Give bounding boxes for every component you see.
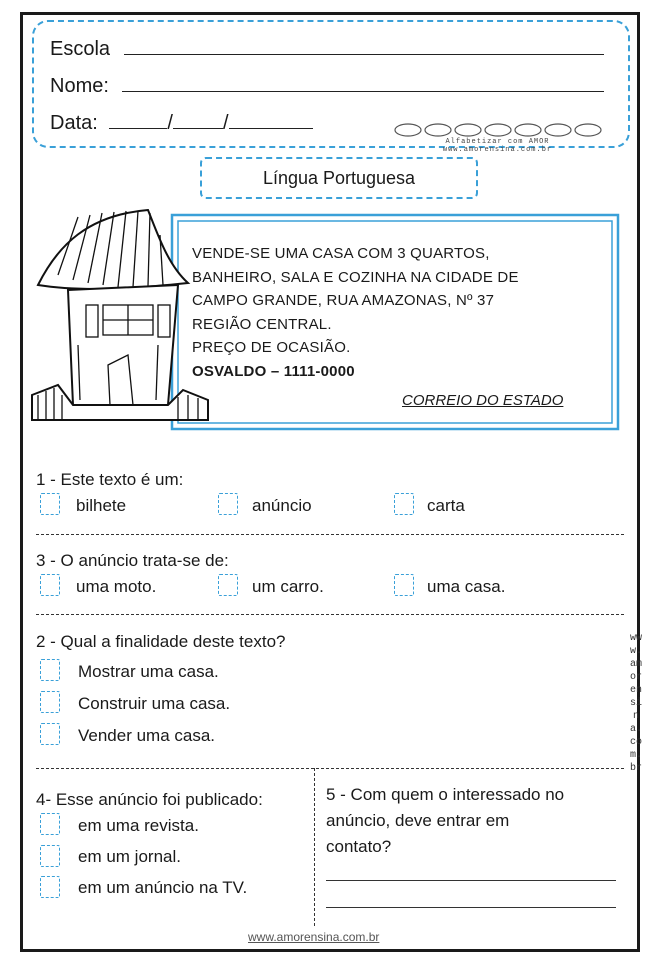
advertisement-text (192, 242, 519, 383)
date-label: Data: (50, 112, 98, 134)
answer-line[interactable] (326, 880, 616, 881)
ad-line: PREÇO DE OCASIÃO. (192, 339, 351, 356)
ad-source: CORREIO DO ESTADO (402, 392, 564, 409)
ad-line: BANHEIRO, SALA E COZINHA NA CIDADE DE (192, 268, 519, 286)
section-divider (36, 768, 624, 769)
subject-title: Língua Portuguesa (200, 157, 478, 199)
checkbox-q1-carta[interactable] (394, 493, 414, 515)
option-label: Construir uma casa. (78, 694, 231, 713)
section-divider (36, 614, 624, 615)
option-label: um carro. (252, 577, 324, 596)
house-illustration (28, 205, 213, 435)
column-divider (314, 768, 315, 926)
checkbox-q4-revista[interactable] (40, 813, 60, 835)
option-label: Vender uma casa. (78, 726, 216, 745)
name-row (50, 73, 604, 98)
date-row (50, 110, 313, 135)
ad-line: REGIÃO CENTRAL. (192, 315, 332, 333)
checkbox-q3-moto[interactable] (40, 574, 60, 596)
answer-line[interactable] (326, 907, 616, 908)
checkbox-q3-carro[interactable] (218, 574, 238, 596)
checkbox-q2-vender[interactable] (40, 723, 60, 745)
checkbox-q3-casa[interactable] (394, 574, 414, 596)
option-label: carta (427, 496, 465, 515)
school-row (50, 36, 604, 61)
logo-url: www.amorensina.com.br (442, 146, 553, 154)
checkbox-q4-jornal[interactable] (40, 845, 60, 867)
question-5-line: 5 - Com quem o interessado no (326, 785, 565, 804)
name-label: Nome: (50, 75, 109, 97)
date-day-field[interactable] (109, 110, 167, 129)
ad-line: CAMPO GRANDE, RUA AMAZONAS, Nº 37 (192, 292, 495, 309)
question-4-prompt: 4- Esse anúncio foi publicado: (36, 790, 263, 809)
ad-line: VENDE-SE UMA CASA COM 3 QUARTOS, (192, 245, 490, 262)
option-label: em um jornal. (78, 847, 181, 866)
question-1-prompt: 1 - Este texto é um: (36, 470, 184, 489)
question-2-prompt: 2 - Qual a finalidade deste texto? (36, 632, 286, 651)
name-field[interactable] (122, 73, 604, 92)
option-label: anúncio (252, 496, 312, 515)
date-year-field[interactable] (229, 110, 313, 129)
question-5-line: contato? (326, 837, 392, 856)
option-label: Mostrar uma casa. (78, 662, 219, 681)
option-label: em um anúncio na TV. (78, 878, 248, 897)
checkbox-q2-mostrar[interactable] (40, 659, 60, 681)
school-label: Escola (50, 38, 111, 60)
logo-characters-icon (393, 122, 603, 138)
date-separator: / (167, 112, 173, 134)
checkbox-q2-construir[interactable] (40, 691, 60, 713)
checkbox-q1-bilhete[interactable] (40, 493, 60, 515)
school-field[interactable] (124, 36, 604, 55)
site-logo (390, 122, 605, 154)
logo-tagline: Alfabetizar com AMOR (445, 138, 550, 146)
question-5-prompt (326, 782, 564, 860)
option-label: bilhete (76, 496, 127, 515)
ad-contact: OSVALDO – 1111-0000 (192, 362, 355, 380)
date-month-field[interactable] (173, 110, 223, 129)
checkbox-q1-anuncio[interactable] (218, 493, 238, 515)
side-watermark-url: www.amorensina.com.br (630, 633, 643, 774)
footer-url[interactable]: www.amorensina.com.br (248, 930, 380, 944)
option-label: em uma revista. (78, 816, 199, 835)
section-divider (36, 534, 624, 535)
question-3-prompt: 3 - O anúncio trata-se de: (36, 551, 229, 570)
date-separator: / (222, 112, 229, 134)
option-label: uma casa. (427, 577, 506, 596)
checkbox-q4-tv[interactable] (40, 876, 60, 898)
option-label: uma moto. (76, 577, 157, 596)
question-5-line: anúncio, deve entrar em (326, 811, 510, 830)
